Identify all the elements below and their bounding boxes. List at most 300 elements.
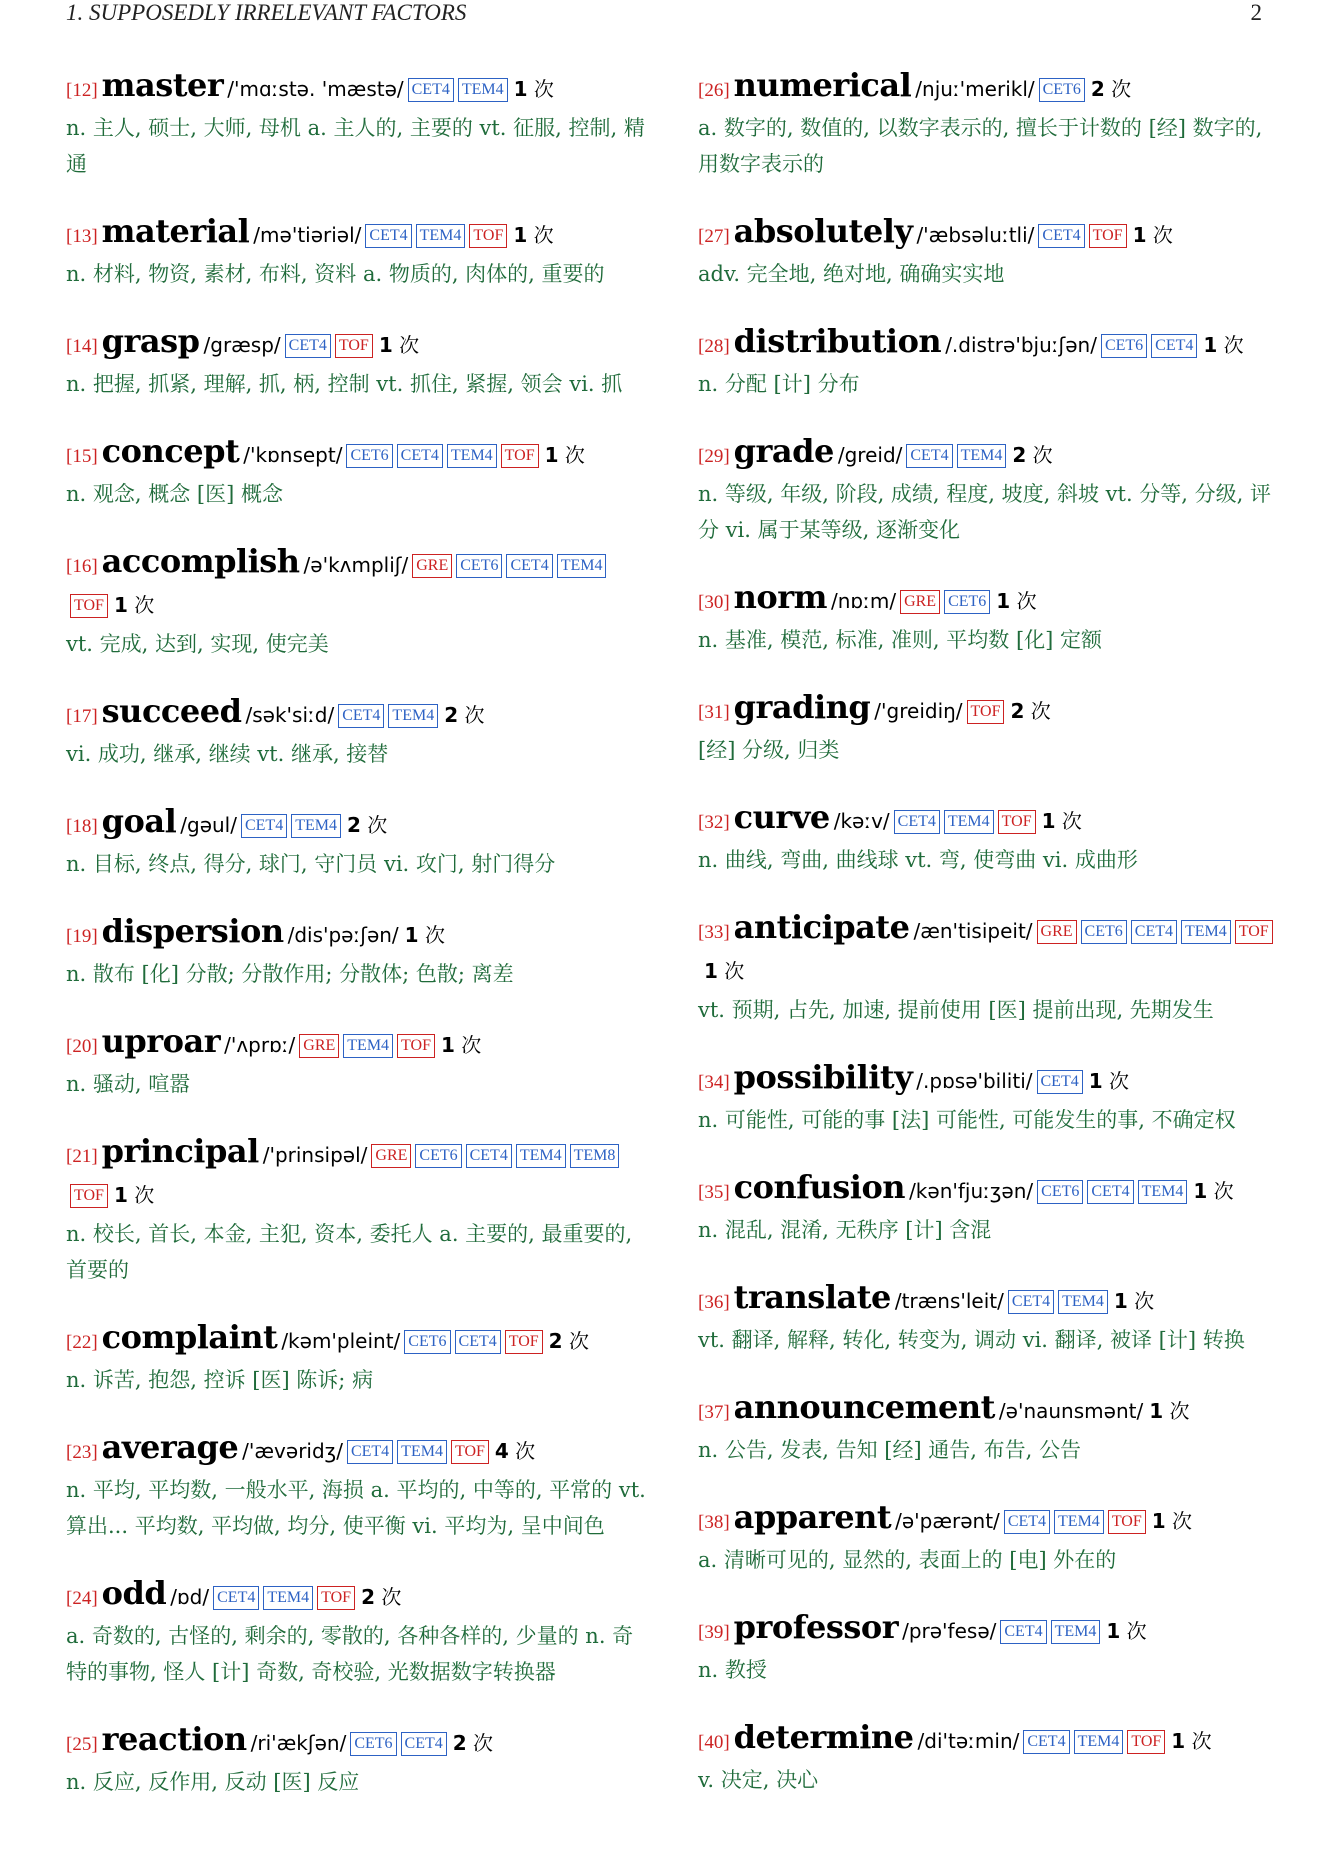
vocab-entry <box>66 1318 646 1398</box>
count-unit: 次 <box>1152 223 1173 247</box>
entry-headline <box>66 1318 646 1362</box>
exam-tag: CET4 <box>1151 334 1197 358</box>
count-unit: 次 <box>1172 1509 1193 1533</box>
count-unit: 次 <box>1191 1729 1212 1753</box>
entry-headline <box>66 322 646 366</box>
vocab-entry <box>698 688 1278 768</box>
count-value: 2 <box>1012 443 1027 467</box>
phonetic: /træns'leit/ <box>894 1289 1004 1313</box>
count-value: 1 <box>113 593 128 617</box>
exam-tag: CET4 <box>338 704 384 728</box>
definition: n. 诉苦, 抱怨, 控诉 [医] 陈诉; 病 <box>66 1368 374 1392</box>
entry-number: [33] <box>698 922 730 943</box>
count-unit: 次 <box>533 77 554 101</box>
exam-tag: GRE <box>1037 920 1077 944</box>
exam-tag: TEM4 <box>1138 1180 1188 1204</box>
entry-headline <box>66 542 646 626</box>
occurrence-count <box>453 1731 493 1755</box>
count-value: 1 <box>1203 333 1218 357</box>
count-value: 1 <box>704 959 718 983</box>
exam-tag: TEM4 <box>1074 1730 1124 1754</box>
entry-number: [12] <box>66 80 98 101</box>
phonetic: /'mɑːstə. 'mæstə/ <box>227 77 404 101</box>
exam-tag: CET4 <box>401 1732 447 1756</box>
headword: announcement <box>733 1388 995 1426</box>
phonetic: /kən'fjuːʒən/ <box>909 1179 1034 1203</box>
phonetic: /mə'tiəriəl/ <box>253 223 362 247</box>
exam-tag: CET4 <box>906 444 952 468</box>
vocab-entry <box>698 212 1278 292</box>
exam-tag: CET6 <box>415 1144 461 1168</box>
headword: numerical <box>733 66 912 104</box>
occurrence-count <box>514 77 554 101</box>
phonetic: /ri'ækʃən/ <box>250 1731 347 1755</box>
phonetic: /'ævəridʒ/ <box>242 1439 343 1463</box>
entry-number: [36] <box>698 1292 730 1313</box>
phonetic: /.pɒsə'biliti/ <box>916 1069 1033 1093</box>
count-value: 1 <box>1041 809 1056 833</box>
phonetic: /ə'pærənt/ <box>895 1509 1000 1533</box>
occurrence-count <box>1149 1399 1189 1423</box>
phonetic: /dis'pəːʃən/ <box>287 923 399 947</box>
count-value: 1 <box>404 923 419 947</box>
count-value: 1 <box>513 77 528 101</box>
entry-number: [28] <box>698 336 730 357</box>
headword: grasp <box>101 322 200 360</box>
exam-tag: CET4 <box>1023 1730 1069 1754</box>
exam-tag: CET6 <box>1081 920 1127 944</box>
entry-number: [25] <box>66 1734 98 1755</box>
entry-headline <box>66 692 646 736</box>
entry-number: [37] <box>698 1402 730 1423</box>
count-unit: 次 <box>1134 1289 1155 1313</box>
exam-tag: TEM4 <box>1058 1290 1108 1314</box>
definition: vi. 成功, 继承, 继续 vt. 继承, 接替 <box>66 742 389 766</box>
definition: v. 决定, 决心 <box>698 1768 819 1792</box>
count-value: 1 <box>1193 1179 1208 1203</box>
exam-tag: CET4 <box>1038 224 1084 248</box>
headword: accomplish <box>101 542 300 580</box>
headword: curve <box>733 798 830 836</box>
entry-headline <box>698 212 1278 256</box>
exam-tag: TOF <box>469 224 507 248</box>
entry-number: [16] <box>66 556 98 577</box>
exam-tag: CET4 <box>241 814 287 838</box>
entry-headline <box>698 1058 1278 1102</box>
exam-tag: CET4 <box>1037 1070 1083 1094</box>
vocab-entry <box>698 1498 1278 1578</box>
exam-tag: TOF <box>397 1034 435 1058</box>
entry-number: [32] <box>698 812 730 833</box>
vocab-entry <box>698 798 1278 878</box>
occurrence-count <box>545 443 585 467</box>
phonetic: /.distrə'bjuːʃən/ <box>945 333 1097 357</box>
definition: [经] 分级, 归类 <box>698 738 840 762</box>
definition: n. 曲线, 弯曲, 曲线球 vt. 弯, 使弯曲 vi. 成曲形 <box>698 848 1138 872</box>
entry-headline <box>698 1278 1278 1322</box>
count-unit: 次 <box>515 1439 536 1463</box>
count-unit: 次 <box>533 223 554 247</box>
definition: a. 奇数的, 古怪的, 剩余的, 零散的, 各种各样的, 少量的 n. 奇特的事物, 怪人 [计] 奇数, 奇校验, 光数据数字转换器 <box>66 1624 634 1684</box>
exam-tag: CET6 <box>404 1330 450 1354</box>
exam-tag: CET4 <box>213 1586 259 1610</box>
vocab-entry <box>66 322 646 402</box>
count-value: 2 <box>548 1329 563 1353</box>
occurrence-count <box>1114 1289 1154 1313</box>
exam-tag: TEM4 <box>447 444 497 468</box>
exam-tag: TOF <box>1127 1730 1165 1754</box>
exam-tag: TEM4 <box>291 814 341 838</box>
exam-tag: CET6 <box>346 444 392 468</box>
count-value: 1 <box>1151 1509 1166 1533</box>
definition: n. 材料, 物资, 素材, 布料, 资料 a. 物质的, 肉体的, 重要的 <box>66 262 605 286</box>
exam-tag: TOF <box>505 1330 543 1354</box>
entry-number: [31] <box>698 702 730 723</box>
vocab-entry <box>698 1388 1278 1468</box>
occurrence-count <box>1193 1179 1233 1203</box>
occurrence-count <box>513 223 553 247</box>
entry-headline <box>66 66 646 110</box>
definition: n. 主人, 硕士, 大师, 母机 a. 主人的, 主要的 vt. 征服, 控制, 精通 <box>66 116 645 176</box>
exam-tag: TOF <box>1235 920 1273 944</box>
count-value: 1 <box>1088 1069 1103 1093</box>
headword: reaction <box>101 1720 247 1758</box>
entry-number: [29] <box>698 446 730 467</box>
exam-tag: CET4 <box>466 1144 512 1168</box>
occurrence-count <box>1012 443 1052 467</box>
entry-number: [24] <box>66 1588 98 1609</box>
exam-tag: CET4 <box>408 78 454 102</box>
vocab-entry <box>66 1574 646 1690</box>
count-value: 1 <box>440 1033 455 1057</box>
entry-headline <box>698 908 1278 992</box>
occurrence-count <box>704 959 744 983</box>
definition: n. 把握, 抓紧, 理解, 抓, 柄, 控制 vt. 抓住, 紧握, 领会 vi. 抓 <box>66 372 623 396</box>
exam-tag: CET4 <box>1131 920 1177 944</box>
definition: n. 目标, 终点, 得分, 球门, 守门员 vi. 攻门, 射门得分 <box>66 852 556 876</box>
entry-headline <box>698 66 1278 110</box>
exam-tag: TEM4 <box>516 1144 566 1168</box>
entry-number: [35] <box>698 1182 730 1203</box>
count-unit: 次 <box>564 443 585 467</box>
occurrence-count <box>379 333 419 357</box>
count-unit: 次 <box>724 959 745 983</box>
headword: distribution <box>733 322 942 360</box>
vocab-entry <box>698 1718 1278 1798</box>
definition: a. 清晰可见的, 显然的, 表面上的 [电] 外在的 <box>698 1548 1117 1572</box>
vocab-entry <box>698 66 1278 182</box>
exam-tag: TOF <box>1108 1510 1146 1534</box>
entry-headline <box>66 1428 646 1472</box>
headword: determine <box>733 1718 914 1756</box>
count-unit: 次 <box>1169 1399 1190 1423</box>
entry-number: [20] <box>66 1036 98 1057</box>
exam-tag: TOF <box>501 444 539 468</box>
occurrence-count <box>114 593 154 617</box>
headword: uproar <box>101 1022 221 1060</box>
running-head <box>66 0 1262 26</box>
count-unit: 次 <box>134 1183 155 1207</box>
count-value: 1 <box>113 1183 128 1207</box>
count-unit: 次 <box>1109 1069 1129 1093</box>
definition: vt. 完成, 达到, 实现, 使完美 <box>66 632 329 656</box>
definition: n. 基准, 模范, 标准, 准则, 平均数 [化] 定额 <box>698 628 1103 652</box>
exam-tag: TEM4 <box>557 554 607 578</box>
count-unit: 次 <box>1016 589 1037 613</box>
headword: anticipate <box>733 908 910 946</box>
count-unit: 次 <box>1030 699 1051 723</box>
exam-tag: TEM4 <box>1051 1620 1101 1644</box>
count-value: 1 <box>1132 223 1147 247</box>
entry-headline <box>698 1718 1278 1762</box>
vocab-entry <box>698 578 1278 658</box>
definition: adv. 完全地, 绝对地, 确确实实地 <box>698 262 1005 286</box>
count-value: 1 <box>1113 1289 1128 1313</box>
occurrence-count <box>405 923 445 947</box>
occurrence-count <box>1091 77 1131 101</box>
vocab-entry <box>698 908 1278 1028</box>
vocab-entry <box>698 1278 1278 1358</box>
phonetic: /ə'kʌmpliʃ/ <box>303 553 409 577</box>
occurrence-count <box>441 1033 481 1057</box>
phonetic: /ə'naunsmənt/ <box>998 1399 1144 1423</box>
vocab-entry <box>66 802 646 882</box>
exam-tag: TEM4 <box>1054 1510 1104 1534</box>
exam-tag: TEM4 <box>1181 920 1231 944</box>
entry-headline <box>698 322 1278 366</box>
entry-number: [34] <box>698 1072 730 1093</box>
phonetic: /prə'fesə/ <box>902 1619 997 1643</box>
exam-tag: CET4 <box>894 810 940 834</box>
occurrence-count <box>1042 809 1082 833</box>
count-value: 2 <box>1090 77 1105 101</box>
occurrence-count <box>1171 1729 1211 1753</box>
left-column <box>66 66 646 1830</box>
occurrence-count <box>444 703 484 727</box>
exam-tag: TOF <box>70 1184 108 1208</box>
phonetic: /'prinsipəl/ <box>262 1143 368 1167</box>
vocab-entry <box>698 1608 1278 1688</box>
occurrence-count <box>1106 1619 1146 1643</box>
entry-headline <box>66 802 646 846</box>
exam-tag: TEM4 <box>263 1586 313 1610</box>
exam-tag: TEM4 <box>397 1440 447 1464</box>
entry-number: [19] <box>66 926 98 947</box>
count-value: 4 <box>494 1439 509 1463</box>
entry-number: [27] <box>698 226 730 247</box>
count-value: 1 <box>544 443 559 467</box>
exam-tag: TEM8 <box>570 1144 620 1168</box>
vocab-entry <box>66 432 646 512</box>
definition: vt. 翻译, 解释, 转化, 转变为, 调动 vi. 翻译, 被译 [计] 转换 <box>698 1328 1245 1352</box>
exam-tag: GRE <box>371 1144 411 1168</box>
exam-tag: CET4 <box>285 334 331 358</box>
definition: n. 可能性, 可能的事 [法] 可能性, 可能发生的事, 不确定权 <box>698 1108 1236 1132</box>
definition: n. 散布 [化] 分散; 分散作用; 分散体; 色散; 离差 <box>66 962 514 986</box>
right-column <box>698 66 1278 1828</box>
count-unit: 次 <box>473 1731 494 1755</box>
entry-number: [17] <box>66 706 98 727</box>
entry-number: [15] <box>66 446 98 467</box>
page-number: 2 <box>1250 0 1262 25</box>
entry-headline <box>698 1168 1278 1212</box>
entry-number: [18] <box>66 816 98 837</box>
definition: n. 教授 <box>698 1658 767 1682</box>
vocab-entry <box>66 542 646 662</box>
vocab-entry <box>698 1168 1278 1248</box>
vocab-entry <box>66 692 646 772</box>
headword: odd <box>101 1574 167 1612</box>
count-unit: 次 <box>1032 443 1053 467</box>
entry-headline <box>66 912 646 956</box>
count-unit: 次 <box>464 703 485 727</box>
headword: translate <box>733 1278 891 1316</box>
occurrence-count <box>347 813 387 837</box>
headword: dispersion <box>101 912 284 950</box>
entry-headline <box>698 1388 1278 1432</box>
entry-headline <box>66 432 646 476</box>
count-unit: 次 <box>424 923 445 947</box>
count-value: 1 <box>378 333 393 357</box>
exam-tag: CET4 <box>506 554 552 578</box>
occurrence-count <box>1133 223 1173 247</box>
definition: n. 反应, 反作用, 反动 [医] 反应 <box>66 1770 360 1794</box>
count-unit: 次 <box>381 1585 402 1609</box>
count-value: 2 <box>346 813 361 837</box>
phonetic: /'ʌprɒː/ <box>224 1033 296 1057</box>
exam-tag: TEM4 <box>957 444 1007 468</box>
headword: principal <box>101 1132 259 1170</box>
count-value: 1 <box>1106 1619 1121 1643</box>
exam-tag: CET4 <box>1087 1180 1133 1204</box>
exam-tag: CET4 <box>365 224 411 248</box>
exam-tag: CET4 <box>397 444 443 468</box>
definition: vt. 预期, 占先, 加速, 提前使用 [医] 提前出现, 先期发生 <box>698 998 1214 1022</box>
count-unit: 次 <box>568 1329 589 1353</box>
entry-number: [39] <box>698 1622 730 1643</box>
exam-tag: TOF <box>967 700 1005 724</box>
entry-headline <box>698 688 1278 732</box>
headword: grading <box>733 688 871 726</box>
definition: n. 等级, 年级, 阶段, 成绩, 程度, 坡度, 斜坡 vt. 分等, 分级, 评分 vi. 属于某等级, 逐渐变化 <box>698 482 1272 542</box>
entry-headline <box>66 1022 646 1066</box>
exam-tag: TEM4 <box>944 810 994 834</box>
phonetic: /kəːv/ <box>833 809 890 833</box>
phonetic: /njuː'merikl/ <box>915 77 1035 101</box>
exam-tag: TEM4 <box>388 704 438 728</box>
count-unit: 次 <box>1126 1619 1147 1643</box>
phonetic: /ɒd/ <box>170 1585 210 1609</box>
occurrence-count <box>1010 699 1050 723</box>
occurrence-count <box>996 589 1036 613</box>
exam-tag: TOF <box>335 334 373 358</box>
vocab-entry <box>66 1428 646 1544</box>
definition: n. 混乱, 混淆, 无秩序 [计] 含混 <box>698 1218 992 1242</box>
vocab-entry <box>66 912 646 992</box>
count-unit: 次 <box>1223 333 1244 357</box>
count-value: 2 <box>361 1585 375 1609</box>
entry-headline <box>66 1132 646 1216</box>
exam-tag: CET4 <box>455 1330 501 1354</box>
chapter-title: 1. SUPPOSEDLY IRRELEVANT FACTORS <box>66 0 467 25</box>
count-unit: 次 <box>1061 809 1082 833</box>
exam-tag: TOF <box>70 594 108 618</box>
entry-headline <box>66 1720 646 1764</box>
entry-number: [38] <box>698 1512 730 1533</box>
headword: confusion <box>733 1168 906 1206</box>
count-value: 2 <box>1010 699 1025 723</box>
count-value: 2 <box>444 703 459 727</box>
headword: absolutely <box>733 212 913 250</box>
occurrence-count <box>1089 1069 1129 1093</box>
exam-tag: CET6 <box>350 1732 396 1756</box>
headword: possibility <box>733 1058 913 1096</box>
vocab-entry <box>66 212 646 292</box>
phonetic: /'kɒnsept/ <box>243 443 343 467</box>
entry-headline <box>698 798 1278 842</box>
exam-tag: CET4 <box>1008 1290 1054 1314</box>
exam-tag: CET4 <box>347 1440 393 1464</box>
count-value: 2 <box>452 1731 467 1755</box>
exam-tag: TOF <box>998 810 1036 834</box>
exam-tag: CET6 <box>1039 78 1085 102</box>
entry-number: [22] <box>66 1332 98 1353</box>
count-unit: 次 <box>399 333 420 357</box>
headword: succeed <box>101 692 242 730</box>
count-unit: 次 <box>1111 77 1132 101</box>
vocab-entry <box>698 322 1278 402</box>
definition: n. 校长, 首长, 本金, 主犯, 资本, 委托人 a. 主要的, 最重要的, 首要的 <box>66 1222 633 1282</box>
entry-number: [14] <box>66 336 98 357</box>
phonetic: /kəm'pleint/ <box>281 1329 401 1353</box>
exam-tag: CET4 <box>1004 1510 1050 1534</box>
entry-number: [40] <box>698 1732 730 1753</box>
exam-tag: TOF <box>1089 224 1127 248</box>
entry-headline <box>66 212 646 256</box>
phonetic: /'æbsəluːtli/ <box>916 223 1035 247</box>
headword: concept <box>101 432 240 470</box>
definition: n. 分配 [计] 分布 <box>698 372 860 396</box>
count-value: 1 <box>513 223 528 247</box>
vocab-entry <box>698 1058 1278 1138</box>
count-value: 1 <box>996 589 1011 613</box>
exam-tag: TEM4 <box>458 78 508 102</box>
occurrence-count <box>1203 333 1243 357</box>
phonetic: /sək'siːd/ <box>245 703 335 727</box>
headword: average <box>101 1428 239 1466</box>
exam-tag: CET6 <box>1037 1180 1083 1204</box>
entry-number: [13] <box>66 226 98 247</box>
exam-tag: CET6 <box>944 590 990 614</box>
phonetic: /nɒːm/ <box>830 589 897 613</box>
count-value: 1 <box>1149 1399 1164 1423</box>
vocab-entry <box>66 1132 646 1288</box>
vocab-entry <box>66 1720 646 1800</box>
occurrence-count <box>549 1329 589 1353</box>
phonetic: /greid/ <box>837 443 903 467</box>
headword: goal <box>101 802 177 840</box>
exam-tag: TEM4 <box>416 224 466 248</box>
headword: apparent <box>733 1498 892 1536</box>
headword: grade <box>733 432 834 470</box>
entry-headline <box>698 432 1278 476</box>
vocab-entry <box>698 432 1278 548</box>
headword: complaint <box>101 1318 278 1356</box>
count-unit: 次 <box>134 593 155 617</box>
exam-tag: GRE <box>299 1034 339 1058</box>
exam-tag: TOF <box>317 1586 355 1610</box>
entry-headline <box>698 1608 1278 1652</box>
